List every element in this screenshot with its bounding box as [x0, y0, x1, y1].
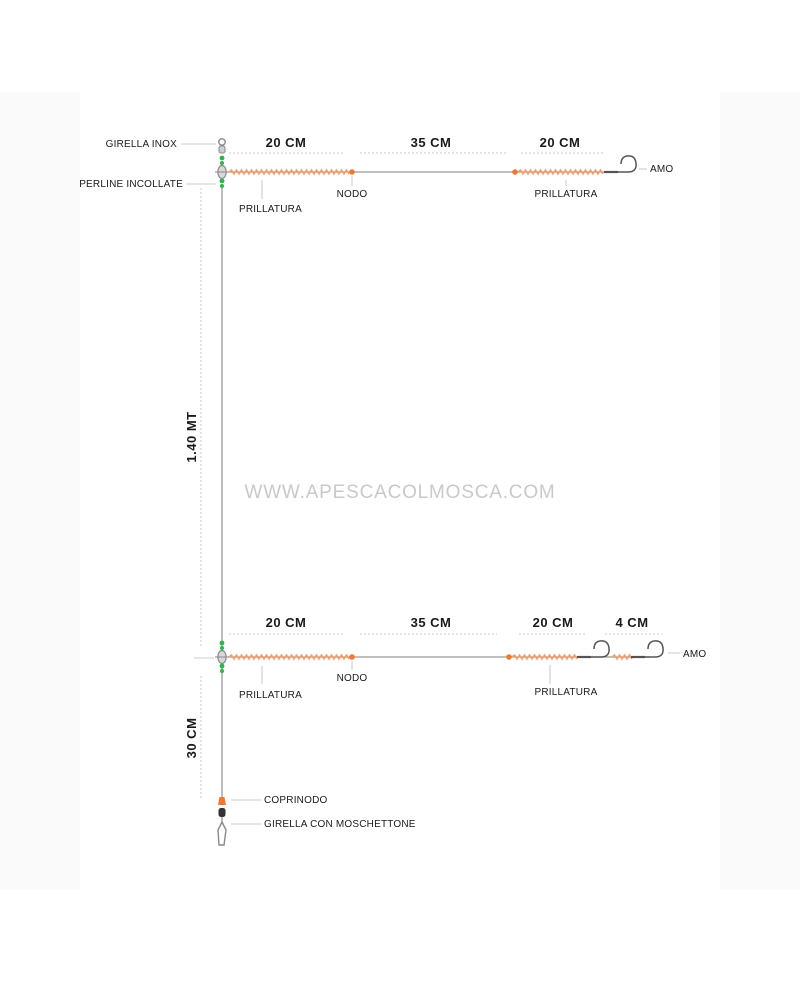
label-prillatura-bottom-right: PRILLATURA [534, 687, 598, 698]
bead-icon [220, 669, 224, 673]
swivel-icon [219, 808, 226, 817]
bead-icon [220, 156, 225, 161]
dimension-bottom-b: 35 CM [410, 615, 452, 630]
label-girella-moschettone: GIRELLA CON MOSCHETTONE [264, 819, 416, 830]
dimension-bottom-d: 4 CM [615, 615, 649, 630]
label-girella-inox: GIRELLA INOX [105, 139, 177, 150]
dimension-bottom-a: 20 CM [265, 615, 307, 630]
dimension-top-b: 35 CM [410, 135, 452, 150]
label-amo-bottom: AMO [683, 649, 707, 660]
watermark: WWW.APESCACOLMOSCA.COM [244, 482, 556, 503]
label-prillatura-top-right: PRILLATURA [534, 189, 598, 200]
label-nodo-top: NODO [336, 189, 368, 200]
right-panel [720, 92, 800, 890]
knot-icon [349, 169, 355, 175]
main-line-length: 1.40 MT [184, 411, 199, 463]
label-nodo-bottom: NODO [336, 673, 368, 684]
knot-icon [506, 654, 512, 660]
dimension-top-c: 20 CM [539, 135, 581, 150]
left-panel [0, 92, 80, 890]
knot-icon [512, 169, 518, 175]
bead-icon [220, 184, 224, 188]
bead-icon [220, 641, 225, 646]
label-prillatura-bottom-left: PRILLATURA [239, 690, 302, 701]
label-amo-top: AMO [650, 164, 674, 175]
dimension-top-a: 20 CM [265, 135, 307, 150]
tail-length: 30 CM [184, 717, 199, 759]
knot-icon [349, 654, 355, 660]
label-perline-incollate: PERLINE INCOLLATE [79, 179, 183, 190]
bead-icon [220, 646, 224, 650]
dimension-bottom-c: 20 CM [532, 615, 574, 630]
bead-icon [220, 179, 225, 184]
bead-icon [220, 664, 225, 669]
label-prillatura-top-left: PRILLATURA [239, 204, 302, 215]
bead-icon [220, 161, 224, 165]
label-coprinodo: COPRINODO [264, 795, 328, 806]
